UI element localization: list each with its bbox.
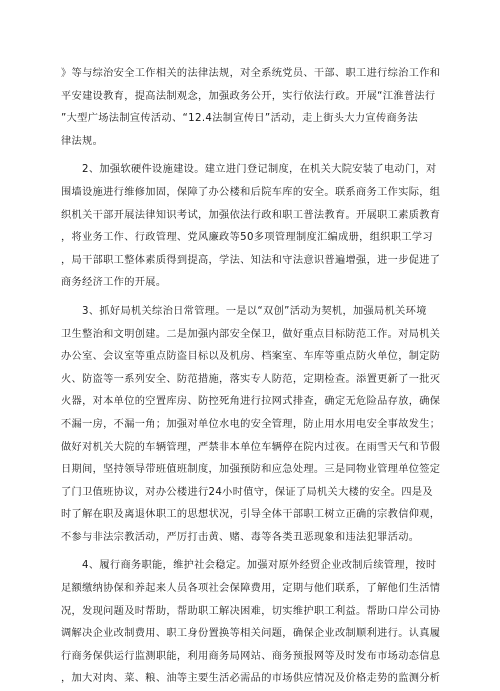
text-line: 3、抓好局机关综治日常管理。一是以“双创”活动为契机，加强局机关环境	[82, 305, 427, 317]
text-line: 足额缴纳协保和养起来人员各项社会保障费用，定期与他们联系，了解他们生活情	[61, 583, 441, 595]
text-line: 卫生整治和文明创建。二是加强内部安全保卫，做好重点目标防范工作。对局机关	[61, 328, 441, 340]
text-line: 火器，对本单位的空置库房、防控死角进行拉网式排查，确定无危险品存放，确保	[61, 396, 441, 408]
text-line: 围墙设施进行维修加固，保障了办公楼和后院车库的安全。联系商务工作实际，组	[61, 186, 441, 198]
text-line: 做好对机关大院的车辆管理，严禁非本单位车辆停在院内过夜。在雨雪天气和节假	[61, 441, 441, 453]
text-line: 2、加强软硬件设施建设。建立进门登记制度，在机关大院安装了电动门，对	[82, 164, 437, 176]
text-line: ，将业务工作、行政管理、党风廉政等50多项管理制度汇编成册，组织职工学习	[61, 232, 433, 244]
text-line: ，局干部职工整体素质得到提高，学法、知法和守法意识普遍增强，进一步促进了	[61, 254, 441, 266]
text-line: 不参与非法宗教活动，严厉打击黄、赌、毒等各类丑恶现象和违法犯罪活动。	[61, 531, 420, 543]
paragraph-1	[61, 63, 442, 153]
paragraph-4	[61, 555, 442, 691]
text-line: 不漏一房，不漏一角；加强对单位水电的安全管理，防止用水用电安全事故发生；	[61, 418, 441, 430]
text-line: ”大型广场法制宣传活动、“12.4法制宣传日”活动，走上街头大力宣传商务法	[61, 113, 419, 125]
text-line: 行商务保供运行监测职能，利用商务局网站、商务预报网等及时发布市场动态信息	[61, 650, 441, 662]
text-line: 》等与综治安全工作相关的法律法规，对全系统党员、干部、职工进行综治工作和	[61, 68, 441, 79]
text-line: ，加大对肉、菜、粮、油等主要生活必需品的市场供应情况及价格走势的监测分析	[61, 673, 441, 685]
text-line: 商务经济工作的开展。	[61, 277, 167, 289]
text-line: 平安建设教育，提高法制观念，加强政务公开，实行依法行政。开展“江淮普法行	[61, 90, 436, 102]
text-line: 时了解在职及离退休职工的思想状况，引导全体干部职工树立正确的宗教信仰观，	[61, 509, 441, 521]
text-line: 织机关干部开展法律知识考试，加强依法行政和职工普法教育。开展职工素质教育	[61, 209, 441, 221]
paragraph-2	[61, 159, 442, 295]
text-line: 日期间，坚持领导带班值班制度，加强预防和应急处理。三是同物业管理单位签定	[61, 464, 441, 476]
text-line: 火、防盗等一系列安全、防范措施，落实专人防范，定期检查。添置更新了一批灭	[61, 373, 441, 385]
text-line: 了门卫值班协议，对办公楼进行24小时值守，保证了局机关大楼的安全。四是及	[61, 486, 433, 498]
text-line: 4、履行商务职能，维护社会稳定。加强对原外经贸企业改制后续管理，按时	[82, 560, 437, 572]
paragraph-3	[61, 301, 442, 550]
text-line: 办公室、会议室等重点防盗目标以及机房、档案室、车库等重点防火单位，制定防	[61, 351, 441, 363]
text-line: 况，发现问题及时帮助，帮助职工解决困难，切实维护职工利益。帮助口岸公司协	[61, 605, 441, 617]
text-line: 律法规。	[61, 135, 104, 147]
text-line: 调解决企业改制费用、职工身份置换等相关问题，确保企业改制顺利进行。认真履	[61, 628, 441, 640]
